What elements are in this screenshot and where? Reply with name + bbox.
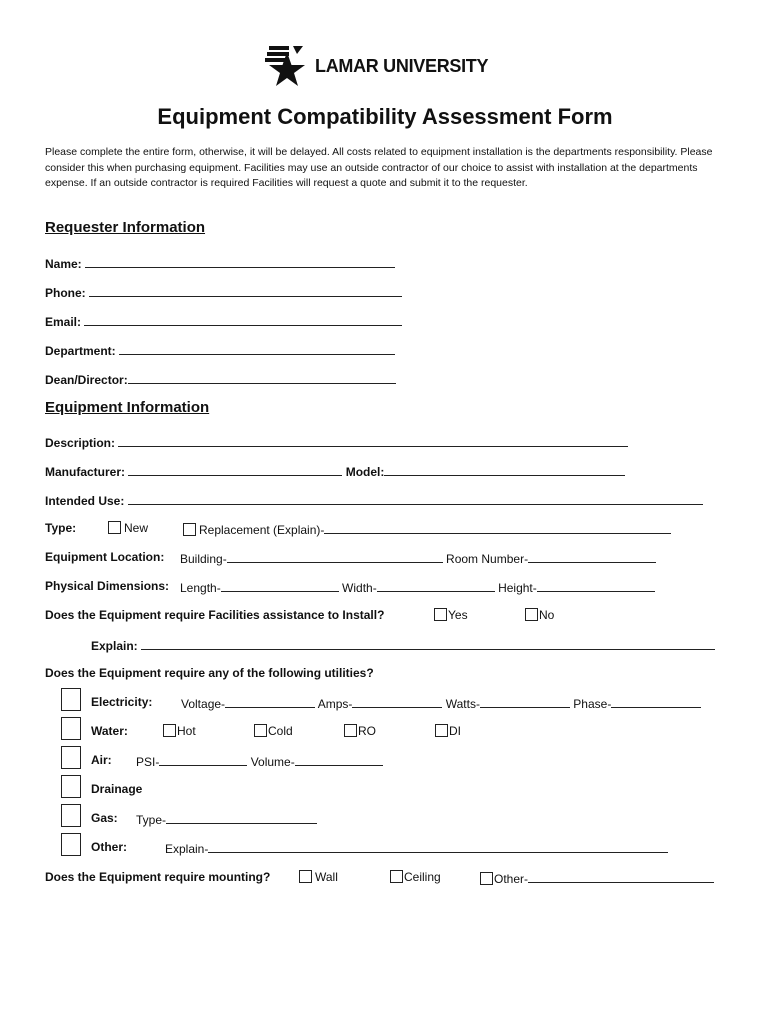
name-field[interactable] [85,255,395,268]
length-label: Length- [180,581,221,595]
gas-type-label: Type- [136,813,167,827]
water-hot-option[interactable] [163,724,196,738]
water-cold-option[interactable] [254,724,293,738]
gas-checkbox[interactable] [61,804,81,827]
phone-row [45,284,402,300]
psi-field[interactable] [159,753,247,766]
water-cold-label: Cold [268,724,293,738]
install-no-checkbox[interactable] [525,608,538,621]
email-label: Email: [45,315,82,329]
mount-other-checkbox[interactable] [480,872,493,885]
electricity-label: Electricity: [91,695,153,709]
watts-label: Watts- [445,697,480,711]
building-label: Building- [180,552,227,566]
install-explain-field[interactable] [141,637,715,650]
manufacturer-field[interactable] [128,463,342,476]
dean-row [45,371,396,387]
volume-field[interactable] [295,753,383,766]
air-label: Air: [91,753,112,767]
replacement-explain-field[interactable] [324,521,671,534]
water-cold-checkbox[interactable] [254,724,267,737]
water-ro-checkbox[interactable] [344,724,357,737]
mount-ceiling-label: Ceiling [404,870,441,884]
water-ro-option[interactable] [344,724,376,738]
install-explain-label: Explain: [91,639,138,653]
voltage-field[interactable] [225,695,315,708]
intended-use-field[interactable] [128,492,703,505]
mount-ceiling-option[interactable] [390,870,441,884]
intro-text: Please complete the entire form, otherwise, it will be delayed. All costs related to equipment installation is the departments responsibility. Please consider this when purchasing equipment. Facilities may use an outside contractor of our choice to assist with installation at the departments expense. If an outside contractor is required Facilities will request a quote and submit it to the requester. [45,146,713,189]
gas-type-field[interactable] [166,811,317,824]
description-field[interactable] [118,434,628,447]
height-label: Height- [498,581,537,595]
manufacturer-label: Manufacturer: [45,465,126,479]
mount-wall-label: Wall [315,870,338,884]
form-title: Equipment Compatibility Assessment Form [157,104,613,129]
drainage-label: Drainage [91,782,143,796]
type-new-option[interactable] [108,521,148,535]
phase-label: Phase- [573,697,612,711]
building-field[interactable] [227,550,443,563]
department-field[interactable] [119,342,395,355]
phase-field[interactable] [611,695,701,708]
gas-row [136,811,317,827]
width-field[interactable] [377,579,495,592]
manufacturer-row [45,463,625,479]
mount-other-field[interactable] [528,870,714,883]
water-checkbox[interactable] [61,717,81,740]
model-label: Model: [345,465,385,479]
university-name: LAMAR UNIVERSITY [315,56,489,76]
water-di-checkbox[interactable] [435,724,448,737]
equipment-heading: Equipment Information [45,399,210,416]
dimensions-label: Physical Dimensions: [45,579,170,593]
install-explain-row [91,637,715,653]
electricity-row [181,695,701,711]
water-label: Water: [91,724,128,738]
dean-label: Dean/Director: [45,373,128,387]
voltage-label: Voltage- [181,697,226,711]
star-logo-icon [263,44,311,90]
phone-label: Phone: [45,286,86,300]
room-label: Room Number- [446,552,529,566]
department-label: Department: [45,344,116,358]
department-row [45,342,395,358]
water-ro-label: RO [358,724,376,738]
gas-label: Gas: [91,811,118,825]
other-utility-checkbox[interactable] [61,833,81,856]
type-label: Type: [45,521,77,535]
length-field[interactable] [221,579,339,592]
mount-other-option[interactable] [480,870,714,886]
requester-heading: Requester Information [45,219,206,236]
intended-use-label: Intended Use: [45,494,125,508]
psi-label: PSI- [136,755,160,769]
name-label: Name: [45,257,82,271]
dimensions-row [180,579,655,595]
water-hot-checkbox[interactable] [163,724,176,737]
description-label: Description: [45,436,116,450]
install-question: Does the Equipment require Facilities assistance to Install? [45,608,385,622]
mount-wall-option[interactable] [299,870,338,884]
mount-wall-checkbox[interactable] [299,870,312,883]
type-replacement-checkbox[interactable] [183,523,196,536]
mount-other-label: Other- [494,872,529,886]
utilities-question: Does the Equipment require any of the following utilities? [45,666,374,680]
type-replacement-option[interactable] [183,521,671,537]
name-row [45,255,395,271]
amps-label: Amps- [317,697,353,711]
university-logo [263,44,311,95]
dean-field[interactable] [128,371,396,384]
location-label: Equipment Location: [45,550,165,564]
location-row [180,550,656,566]
electricity-checkbox[interactable] [61,688,81,711]
water-hot-label: Hot [177,724,196,738]
mounting-question: Does the Equipment require mounting? [45,870,271,884]
water-di-label: DI [449,724,461,738]
other-explain-label: Explain- [165,842,209,856]
volume-label: Volume- [250,755,295,769]
phone-field[interactable] [89,284,402,297]
install-no-option[interactable] [525,608,554,622]
water-di-option[interactable] [435,724,461,738]
other-utility-label: Other: [91,840,127,854]
other-explain-field[interactable] [208,840,668,853]
install-no-label: No [539,608,555,622]
email-row [45,313,402,329]
other-utility-row [165,840,668,856]
install-yes-label: Yes [448,608,468,622]
model-field[interactable] [384,463,625,476]
room-field[interactable] [528,550,656,563]
amps-field[interactable] [352,695,442,708]
install-yes-checkbox[interactable] [434,608,447,621]
mount-ceiling-checkbox[interactable] [390,870,403,883]
type-replacement-label: Replacement (Explain)- [199,523,325,537]
air-row [136,753,383,769]
width-label: Width- [342,581,377,595]
drainage-checkbox[interactable] [61,775,81,798]
description-row [45,434,628,450]
type-new-label: New [124,521,149,535]
air-checkbox[interactable] [61,746,81,769]
install-yes-option[interactable] [434,608,468,622]
intended-use-row [45,492,703,508]
watts-field[interactable] [480,695,570,708]
type-new-checkbox[interactable] [108,521,121,534]
email-field[interactable] [84,313,402,326]
height-field[interactable] [537,579,655,592]
